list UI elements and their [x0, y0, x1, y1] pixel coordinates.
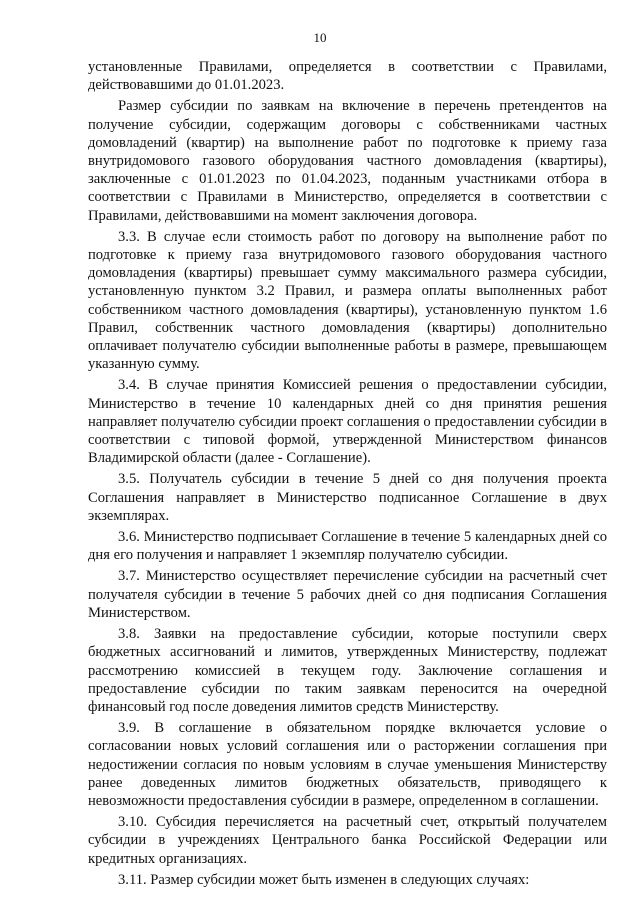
paragraph-3-8: 3.8. Заявки на предоставление субсидии, которые поступили сверх бюджетных ассигнований и лимитов, утвержденных Министерству, подлежат рассмотрению комиссией в текущем году. Заключение соглашения и предоставление субсидии по таким заявкам переносится на очередной финансовый год после доведения лимитов средств Министерству. — [88, 626, 607, 715]
paragraph-3-4: 3.4. В случае принятия Комиссией решения о предоставлении субсидии, Министерство в течение 10 календарных дней со дня принятия решения направляет получателю субсидии проект соглашения о предоставлении субсидии в соответствии с типовой формой, утвержденной Министерством финансов Владимирской области (далее - Соглашение). — [88, 377, 607, 467]
paragraph-3-3: 3.3. В случае если стоимость работ по договору на выполнение работ по подготовке к приему газа внутридомового газового оборудования частного домовладения (квартиры) превышает сумму максимального размера субсидии, установленную пунктом 3.2 Правил, и размера оплаты выполненных работ собственником частного домовладения (квартиры), установленную пунктом 1.6 Правил, собственник частного домовладения (квартиры) дополнительно оплачивает получателю субсидии выполненные работы в размере, превышающем указанную сумму. — [88, 228, 607, 373]
paragraph-3-11: 3.11. Размер субсидии может быть изменен в следующих случаях: — [118, 871, 530, 888]
paragraph-3-5: 3.5. Получатель субсидии в течение 5 дней со дня получения проекта Соглашения направляет в Министерство подписанное Соглашение в двух экземплярах. — [88, 471, 607, 524]
paragraph-3-10: 3.10. Субсидия перечисляется на расчетный счет, открытый получателем субсидии в учреждениях Центрального банка Российской Федерации или кредитных организациях. — [88, 814, 607, 867]
paragraph-continuation: установленные Правилами, определяется в соответствии с Правилами, действовавшими до 01.01.2023. — [88, 59, 607, 94]
document-body — [88, 58, 607, 892]
paragraph-subsidy-size: Размер субсидии по заявкам на включение в перечень претендентов на получение субсидии, содержащим договоры с собственниками частных домовладений (квартир) на выполнение работ по подготовке к приему газа внутридомового газового оборудования частного домовладения (квартиры), заключенные с 01.01.2023 по 01.04.2023, поданным участниками отбора в соответствии с Правилами в Министерство, определяется в соответствии с Правилами, действовавшими на момент заключения договора. — [88, 98, 607, 224]
page-number: 10 — [313, 30, 327, 45]
paragraph-3-9: 3.9. В соглашение в обязательном порядке включается условие о согласовании новых условий соглашения или о расторжении соглашения при недостижении согласия по новым условиям в случае уменьшения Министерству ранее доведенных лимитов бюджетных обязательств, приводящего к невозможности предоставления субсидии в размере, определенном в соглашении. — [88, 720, 607, 809]
paragraph-3-6: 3.6. Министерство подписывает Соглашение в течение 5 календарных дней со дня его получения и направляет 1 экземпляр получателю субсидии. — [88, 529, 607, 564]
paragraph-3-7: 3.7. Министерство осуществляет перечисление субсидии на расчетный счет получателя субсидии в течение 5 рабочих дней со дня подписания Соглашения Министерством. — [88, 568, 607, 621]
